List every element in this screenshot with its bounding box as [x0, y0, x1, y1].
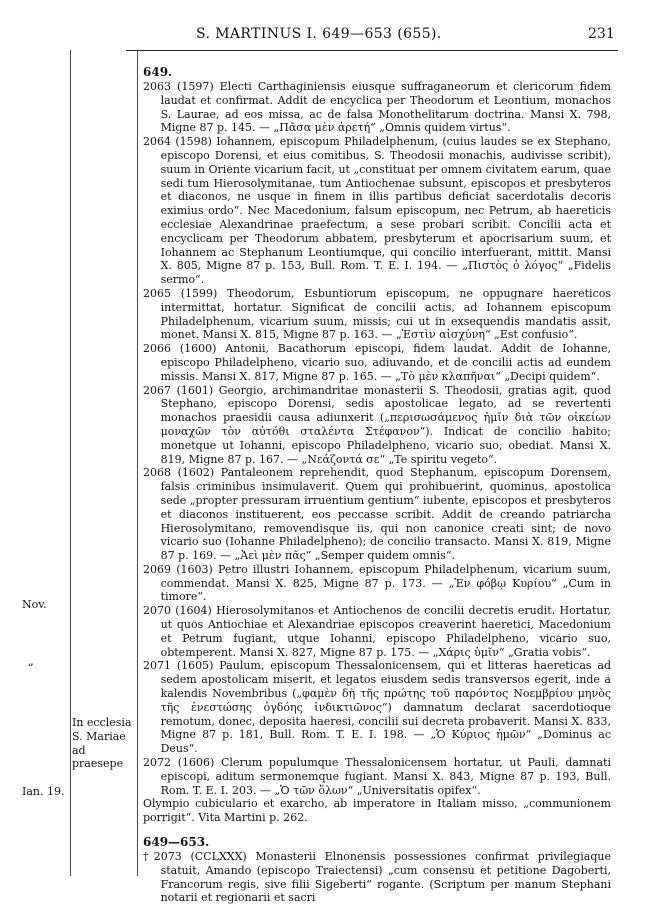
margin-place-line: In ecclesia — [72, 716, 132, 729]
margin-place-line: ad praesepe — [72, 743, 124, 771]
regest-entry-2066: 2066 (1600) Antonii, Bacathorum episcopi, fidem laudat. Addit de Iohanne, episcopo Philadelpheno, vicario suo, adiuvando, et de concilii actis ad eundem missis. Mansi X. 817, Migne 87 p. 165. — „Τὸ μὲν κλαπῆναι“ „Decipi quidem“. — [143, 342, 611, 383]
left-column-rule — [70, 50, 71, 876]
main-text — [143, 64, 611, 905]
margin-place — [72, 716, 136, 771]
regest-entry-2067: 2067 (1601) Georgio, archimandritae monasterii S. Theodosii, gratias agit, quod Stephano, episcopo Dorensi, sedis apostolicae legato, ad se revertenti monachos praesidii causa adiunxerit („περισωσάμενος ἡμῖν διὰ τῶν οἰκείων μοναχῶν τὸν αὐτόθι σταλέντα Στέφανον“). Indicat de concilio habito; monetque ut Iohanni, episcopo Philadelpheno, vicario suo, obediat. Mansi X. 819, Migne 87 p. 167. — „Νεάζοντά σε“ „Te spiritu vegeto“. — [143, 383, 611, 466]
margin-ditto-mark: „ — [28, 655, 34, 668]
regest-entry-2065: 2065 (1599) Theodorum, Esbuntiorum episcopum, ne oppugnare haereticos intermittat, hortatur. Significat de concilii actis, ad Iohannem episcopum Philadelphenum, vicarium suum, missis; cui ut in exsequendis mandatis assit, monet. Mansi X. 815, Migne 87 p. 163. — „Ἐστὶν αἰσχύνη“ „Est confusio“. — [143, 286, 611, 342]
page-header — [0, 26, 650, 46]
section-heading: 649—653. — [143, 835, 210, 850]
regest-entry-2069: 2069 (1603) Petro illustri Iohannem, episcopum Philadelphenum, vicarium suum, commendat. Mansi X. 825, Migne 87 p. 173. — „Ἐν φόβῳ Κυρίου“ „Cum in timore“. — [143, 562, 611, 604]
regest-entry-2064: 2064 (1598) Iohannem, episcopum Philadelphenum, (cuius laudes se ex Stephano, episcopo Dorensi, et eius comitibus, S. Theodosii monachis, audivisse scribit), suum in Oriente vicarium facit, ut „constituat per omnem civitatem earum, quae sedi tum Hierosolymitanae, tum Antiochenae subsunt, episcopos et presbyteros et diaconos, ne usque in finem in illis partibus deficiat sacerdotalis decoris eximius ordo“. Nec Macedonium, falsum episcopum, nec Petrum, ab haereticis ecclesiae Alexandrinae praefectum, a sese probari scribit. Concilii acta et encyclicam per Theodorum abbatem, presbyterum et apocrisarium suum, et Iohannem ac Stephanum Leontiumque, qui concilio interfuerant, mittit. Mansi X. 805, Migne 87 p. 153, Bull. Rom. T. E. I. 194. — „Πιστὸς ὁ λόγος“ „Fidelis sermo“. — [143, 135, 611, 287]
margin-date-ian: Ian. 19. — [22, 785, 65, 798]
regest-entry-2068: 2068 (1602) Pantaleonem reprehendit, quod Stephanum, episcopum Dorensem, falsis criminibus insimulaverit. Quem qui prohibuerint, quominus, apostolica sede „propter pressuram irruentium gentium“ iubente, episcopos et presbyteros et diaconos instituerent, eos peccasse scribit. Addit de creando patriarcha Hierosolymitano, removendisque iis, qui non canonice creati sint; de novo vicario suo (Iohanne Philadelpheno); de concilio transacto. Mansi X. 819, Migne 87 p. 169. — „Ἀεὶ μὲν πᾶς“ „Semper quidem omnis“. — [143, 466, 612, 563]
regest-entry-olympius: Olympio cubiculario et exarcho, ab imperatore in Italiam misso, „communionem porrigit“. Vita Martini p. 262. — [143, 797, 611, 825]
section-heading: 649. — [143, 65, 173, 79]
header-rule — [126, 50, 618, 51]
regest-entry-2072: 2072 (1606) Clerum populumque Thessalonicensem hortatur, ut Pauli, damnati episcopi, aditum sermonemque fugiant. Mansi X. 843, Migne 87 p. 193, Bull. Rom. T. E. I. 203. — „Ὁ τῶν ὅλων“ „Universitatis opifex“. — [143, 756, 611, 797]
regest-entry-2071: 2071 (1605) Paulum, episcopum Thessalonicensem, qui et litteras haereticas ad sedem apostolicam miserit, et legatos eiusdem sedis transversos egerit, inde a kalendis Novembribus („φαμὲν δὴ τῆς πρώτης τοῦ παρόντος Νοεμβρίου μηνὸς τῆς ἐνεστώσης ὀγδόης ἰνδικτιῶνος“) damnatum declarat sacerdotioque remotum, donec, deposita haeresi, concilii sui decreta probaverit. Mansi X. 833, Migne 87 p. 181, Bull. Rom. T. E. I. 198. — „Ὁ Κύριος ἡμῶν“ „Dominus ac Deus“. — [143, 659, 611, 756]
running-title: S. MARTINUS I. 649—653 (655). — [196, 26, 442, 42]
page-number: 231 — [588, 26, 615, 42]
regest-entry-2070: 2070 (1604) Hierosolymitanos et Antiochenos de concilii decretis erudit. Hortatur, ut quos Antiochiae et Alexandriae episcopos creaverint haeretici, Macedonium et Petrum fugiant, utque Iohanni, episcopo Philadelpheno, vicario suo, obtemperent. Mansi X. 827, Migne 87 p. 175. — „Χάρις ὑμῖν“ „Gratia vobis“. — [143, 604, 611, 659]
margin-place-line: S. Mariae — [72, 729, 126, 743]
regest-entry-2063: 2063 (1597) Electi Carthaginiensis eiusque suffraganeorum et clericorum fidem laudat et confirmat. Addit de encyclica per Theodorum et Leontium, monachos S. Laurae, ad eos missa, ac de falsa Monothelitarum doctrina. Mansi X. 798, Migne 87 p. 145. — „Πᾶσα μὲν ἀρετή“ „Omnis quidem virtus“. — [143, 80, 611, 135]
middle-column-rule — [137, 50, 138, 876]
margin-date-nov: Nov. — [22, 598, 47, 611]
regest-entry-2073: †2073 (CCLXXX) Monasterii Elnonensis possessiones confirmat privilegiaque statuit, Amando (episcopo Traiectensi) „cum consensu et petitione Dagoberti, Francorum regis, sive filii Sigeberti“ rogante. (Scriptum per manum Stephani notarii et regionarii et sacri — [143, 850, 611, 905]
